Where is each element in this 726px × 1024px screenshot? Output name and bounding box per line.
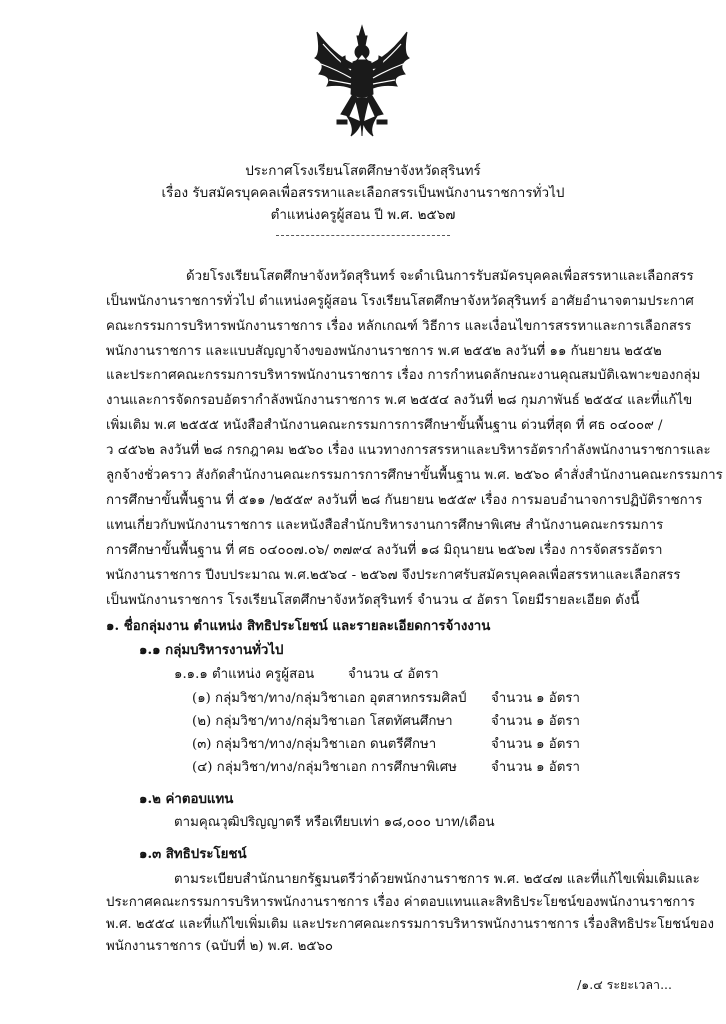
position-amount: จำนวน ๔ อัตรา: [348, 667, 439, 682]
section-1-3-line: พ.ศ. ๒๕๕๔ และที่แก้ไขเพิ่มเติม และประกาศคณะกรรมการบริหารพนักงานราชการ เรื่องสิทธิประโยชน์ของ: [106, 917, 714, 932]
body-line: พนักงานราชการ และแบบสัญญาจ้างของพนักงานราชการ พ.ศ ๒๕๕๒ ลงวันที่ ๑๑ กันยายน ๒๕๕๒: [106, 344, 662, 359]
subject-item-label: (๒) กลุ่มวิชา/ทาง/กลุ่มวิชาเอก โสตทัศนศึกษา: [192, 714, 453, 729]
subject-item-label: (๔) กลุ่มวิชา/ทาง/กลุ่มวิชาเอก การศึกษาพิเศษ: [192, 760, 457, 775]
section-1-2-text: ตามคุณวุฒิปริญญาตรี หรือเทียบเท่า ๑๘,๐๐๐ บาท/เดือน: [174, 815, 495, 830]
announcement-header: [0, 160, 726, 226]
section-1-title: ๑. ชื่อกลุ่มงาน ตำแหน่ง สิทธิประโยชน์ และรายละเอียดการจ้างงาน: [106, 619, 491, 634]
body-line: ด้วยโรงเรียนโสตศึกษาจังหวัดสุรินทร์ จะดำเนินการรับสมัครบุคคลเพื่อสรรหาและเลือกสรร: [186, 269, 694, 284]
body-line: การศึกษาขั้นพื้นฐาน ที่ ศธ ๐๔๐๐๗.๐๖/ ๓๗๙๔ ลงวันที่ ๑๘ มิถุนายน ๒๕๖๗ เรื่อง การจัดสรรอัตรา: [106, 543, 663, 558]
body-line: เป็นพนักงานราชการทั่วไป ตำแหน่งครูผู้สอน โรงเรียนโสตศึกษาจังหวัดสุรินทร์ อาศัยอำนาจตามประกาศ: [106, 294, 694, 309]
page-continuation: /๑.๔ ระยะเวลา...: [577, 977, 672, 992]
body-line: ว ๔๕๖๒ ลงวันที่ ๒๘ กรกฎาคม ๒๕๖๐ เรื่อง แนวทางการสรรหาและบริหารอัตรากำลังพนักงานราชการและ: [106, 443, 711, 458]
section-1-3-line: ตามระเบียบสำนักนายกรัฐมนตรีว่าด้วยพนักงานราชการ พ.ศ. ๒๕๔๗ และที่แก้ไขเพิ่มเติมและ: [174, 872, 700, 887]
body-line: งานและการจัดกรอบอัตรากำลังพนักงานราชการ พ.ศ ๒๕๕๔ ลงวันที่ ๒๘ กุมภาพันธ์ ๒๕๕๔ และที่แก้ไข: [106, 393, 693, 408]
header-separator: [276, 235, 450, 236]
garuda-emblem-icon: [311, 24, 413, 142]
body-line: เป็นพนักงานราชการ โรงเรียนโสตศึกษาจังหวัดสุรินทร์ จำนวน ๔ อัตรา โดยมีรายละเอียด ดังนี้: [106, 593, 640, 608]
subject-item-amount: จำนวน ๑ อัตรา: [491, 737, 581, 752]
body-line: การศึกษาขั้นพื้นฐาน ที่ ๕๑๑ /๒๕๕๙ ลงวันที่ ๒๘ กันยายน ๒๕๕๙ เรื่อง การมอบอำนาจการปฏิบัติราชการ: [106, 493, 703, 508]
subject-item-amount: จำนวน ๑ อัตรา: [491, 714, 581, 729]
position-label: ๑.๑.๑ ตำแหน่ง ครูผู้สอน: [174, 667, 315, 682]
section-1-3-title: ๑.๓ สิทธิประโยชน์: [139, 847, 247, 862]
subject-item-label: (๑) กลุ่มวิชา/ทาง/กลุ่มวิชาเอก อุตสาหกรรมศิลป์: [192, 691, 467, 706]
body-line: แทนเกี่ยวกับพนักงานราชการ และหนังสือสำนักบริหารงานการศึกษาพิเศษ สำนักงานคณะกรรมการ: [106, 518, 664, 533]
section-1-1-title: ๑.๑ กลุ่มบริหารงานทั่วไป: [139, 643, 284, 658]
body-line: เพิ่มเติม พ.ศ ๒๕๕๕ หนังสือสำนักงานคณะกรรมการการศึกษาขั้นพื้นฐาน ด่วนที่สุด ที่ ศธ ๐๔๐๐๙ /: [106, 418, 663, 433]
body-line: พนักงานราชการ ปีงบประมาณ พ.ศ.๒๕๖๔ - ๒๕๖๗ จึงประกาศรับสมัครบุคคลเพื่อสรรหาและเลือกสรร: [106, 568, 681, 583]
section-1-3-line: พนักงานราชการ (ฉบับที่ ๒) พ.ศ. ๒๕๖๐: [106, 939, 334, 954]
body-line: ลูกจ้างชั่วคราว สังกัดสำนักงานคณะกรรมการการศึกษาขั้นพื้นฐาน พ.ศ. ๒๕๖๐ คำสั่งสำนักงานคณะกรรมการ: [106, 468, 723, 483]
subject-item-label: (๓) กลุ่มวิชา/ทาง/กลุ่มวิชาเอก ดนตรีศึกษา: [192, 737, 437, 752]
header-line-3: ตำแหน่งครูผู้สอน ปี พ.ศ. ๒๕๖๗: [270, 207, 456, 223]
body-line: คณะกรรมการบริหารพนักงานราชการ เรื่อง หลักเกณฑ์ วิธีการ และเงื่อนไขการสรรหาและการเลือกสรร: [106, 319, 692, 334]
header-line-1: ประกาศโรงเรียนโสตศึกษาจังหวัดสุรินทร์: [245, 163, 481, 179]
subject-item-amount: จำนวน ๑ อัตรา: [491, 691, 581, 706]
section-1-2-title: ๑.๒ ค่าตอบแทน: [139, 792, 234, 807]
body-line: และประกาศคณะกรรมการบริหารพนักงานราชการ เรื่อง การกำหนดลักษณะงานคุณสมบัติเฉพาะของกลุ่ม: [106, 368, 701, 383]
subject-item-amount: จำนวน ๑ อัตรา: [491, 760, 581, 775]
header-line-2: เรื่อง รับสมัครบุคคลเพื่อสรรหาและเลือกสรรเป็นพนักงานราชการทั่วไป: [161, 185, 565, 201]
section-1-3-line: ประกาศคณะกรรมการบริหารพนักงานราชการ เรื่อง ค่าตอบแทนและสิทธิประโยชน์ของพนักงานราชการ: [106, 895, 695, 910]
